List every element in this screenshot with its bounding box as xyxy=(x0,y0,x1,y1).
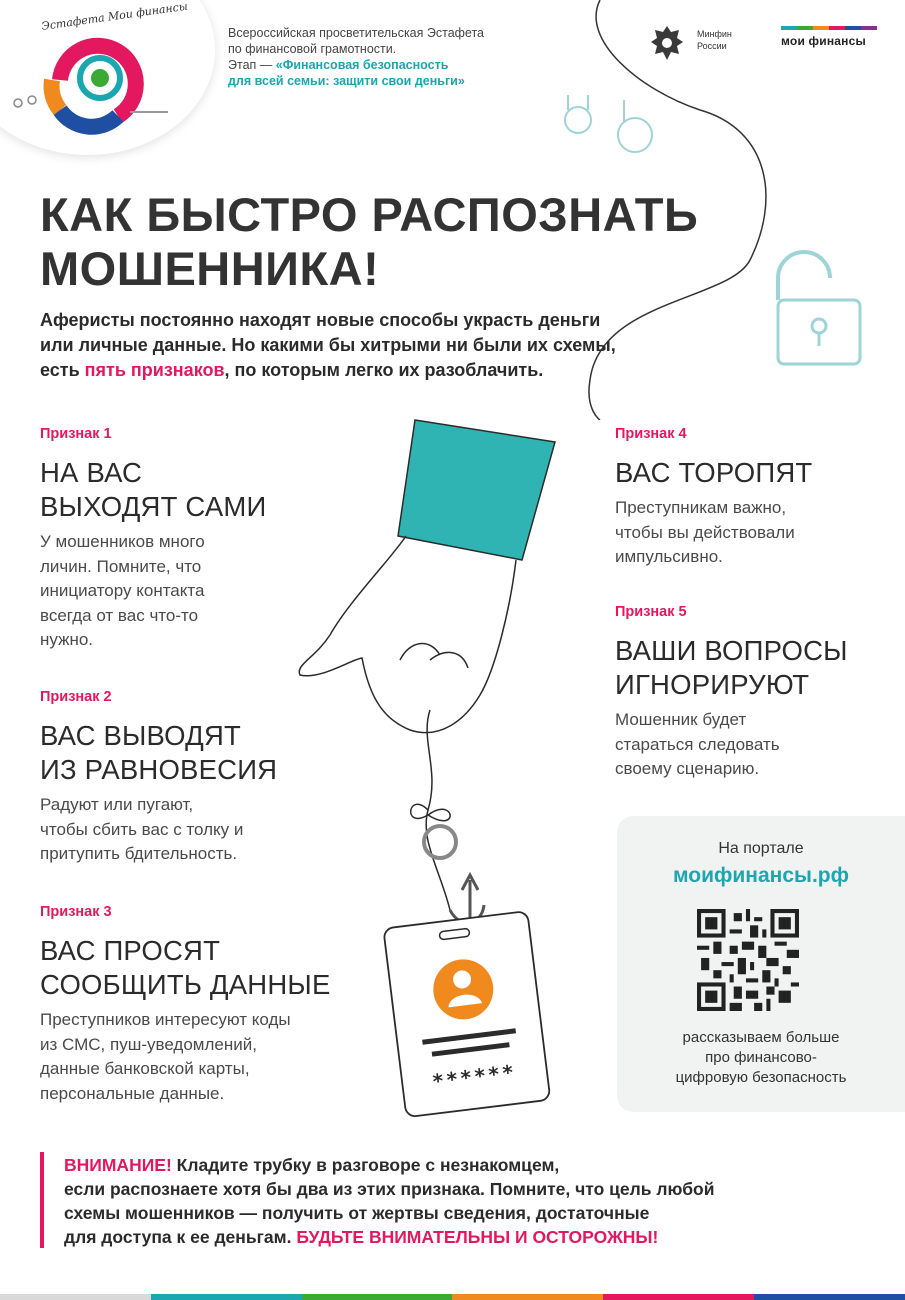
sign-3-title: ВАС ПРОСЯТ СООБЩИТЬ ДАННЫЕ xyxy=(40,935,331,1000)
fish-hook xyxy=(450,875,484,923)
sign-4-text: Преступникам важно, чтобы вы действовали импульсивно. xyxy=(615,498,795,566)
intro-line-3-prefix: есть xyxy=(40,360,85,380)
sign-3-label: Признак 3 xyxy=(40,904,112,920)
header-stage-prefix: Этап — xyxy=(228,58,273,72)
string-bow xyxy=(411,804,450,821)
moi-finansy-text: мои финансы xyxy=(781,34,866,48)
warning-line-2: если распознаете хотя бы два из этих признака. Помните, что цель любой xyxy=(64,1179,715,1199)
title-line-1: КАК БЫСТРО РАСПОЗНАТЬ xyxy=(40,188,699,241)
header-stage-name-2: для всей семьи: защити свои деньги» xyxy=(228,74,465,88)
warning-line-4: для доступа к ее деньгам. xyxy=(64,1227,297,1247)
sleeve-cuff xyxy=(398,420,555,560)
intro-five-signs: пять признаков xyxy=(84,360,225,380)
sign-1-label: Признак 1 xyxy=(40,426,112,442)
warning-label: ВНИМАНИЕ! xyxy=(64,1155,172,1175)
sign-5-title: ВАШИ ВОПРОСЫ ИГНОРИРУЮТ xyxy=(615,635,848,700)
portal-link[interactable]: моифинансы.рф xyxy=(673,864,849,887)
warning-line-1: Кладите трубку в разговоре с незнакомцем, xyxy=(171,1155,560,1175)
sign-1-text: У мошенников много личин. Помните, что инициатору контакта всегда от вас что-то нужно. xyxy=(40,532,205,649)
warning-block xyxy=(64,1153,884,1249)
portal-top-text: На портале xyxy=(718,840,804,857)
header-stage-name: «Финансовая безопасность xyxy=(275,58,449,72)
qr-code[interactable] xyxy=(697,909,799,1011)
sign-3-text: Преступников интересуют коды из СМС, пуш-уведомлений, данные банковской карты, персональные данные. xyxy=(40,1010,291,1103)
title-line-2: МОШЕННИКА! xyxy=(40,242,380,295)
intro-line-2: или личные данные. Но какими бы хитрыми ни были их схемы, xyxy=(40,335,616,355)
header-line-1: Всероссийская просветительская Эстафета xyxy=(228,26,485,40)
sign-5-text: Мошенник будет стараться следовать своему сценарию. xyxy=(615,710,780,778)
sign-4 xyxy=(615,426,895,570)
intro-line-3-suffix: , по которым легко их разоблачить. xyxy=(224,360,544,380)
sign-2-label: Признак 2 xyxy=(40,689,112,705)
sign-4-label: Признак 4 xyxy=(615,426,687,442)
header-line-2: по финансовой грамотности. xyxy=(228,42,397,56)
minfin-label-1: Минфин xyxy=(697,29,732,39)
portal-block xyxy=(617,816,905,1112)
estafeta-logo xyxy=(0,0,220,150)
fingers xyxy=(400,644,468,668)
hand-outline xyxy=(299,536,516,733)
id-card xyxy=(383,911,550,1117)
sign-5-label: Признак 5 xyxy=(615,604,687,620)
warning-line-3: схемы мошенников — получить от жертвы сведения, достаточные xyxy=(64,1203,650,1223)
sign-2-title: ВАС ВЫВОДЯТ ИЗ РАВНОВЕСИЯ xyxy=(40,720,278,785)
hand-holding-card-illustration xyxy=(290,410,590,1120)
intro-line-1: Аферисты постоянно находят новые способы украсть деньги xyxy=(40,310,601,330)
sign-4-title: ВАС ТОРОПЯТ xyxy=(615,457,813,488)
sign-5 xyxy=(615,604,900,782)
poster-title xyxy=(40,188,780,296)
warning-accent-bar xyxy=(40,1152,44,1248)
intro-paragraph xyxy=(40,308,740,383)
sign-2-text: Радуют или пугают, чтобы сбить вас с толку и притупить бдительность. xyxy=(40,795,244,863)
svg-text:Эстафета Мои финансы: Эстафета Мои финансы xyxy=(40,0,189,33)
header-description xyxy=(228,25,568,89)
minfin-label-2: России xyxy=(697,41,727,51)
portal-bottom-text: рассказываем больше про финансово- цифровую безопасность xyxy=(675,1029,847,1086)
card-password-mask: ****** xyxy=(430,1059,518,1094)
sign-1-title: НА ВАС ВЫХОДЯТ САМИ xyxy=(40,457,267,522)
warning-callout: БУДЬТЕ ВНИМАТЕЛЬНЫ И ОСТОРОЖНЫ! xyxy=(296,1227,659,1247)
bottom-color-strip xyxy=(0,1294,905,1300)
